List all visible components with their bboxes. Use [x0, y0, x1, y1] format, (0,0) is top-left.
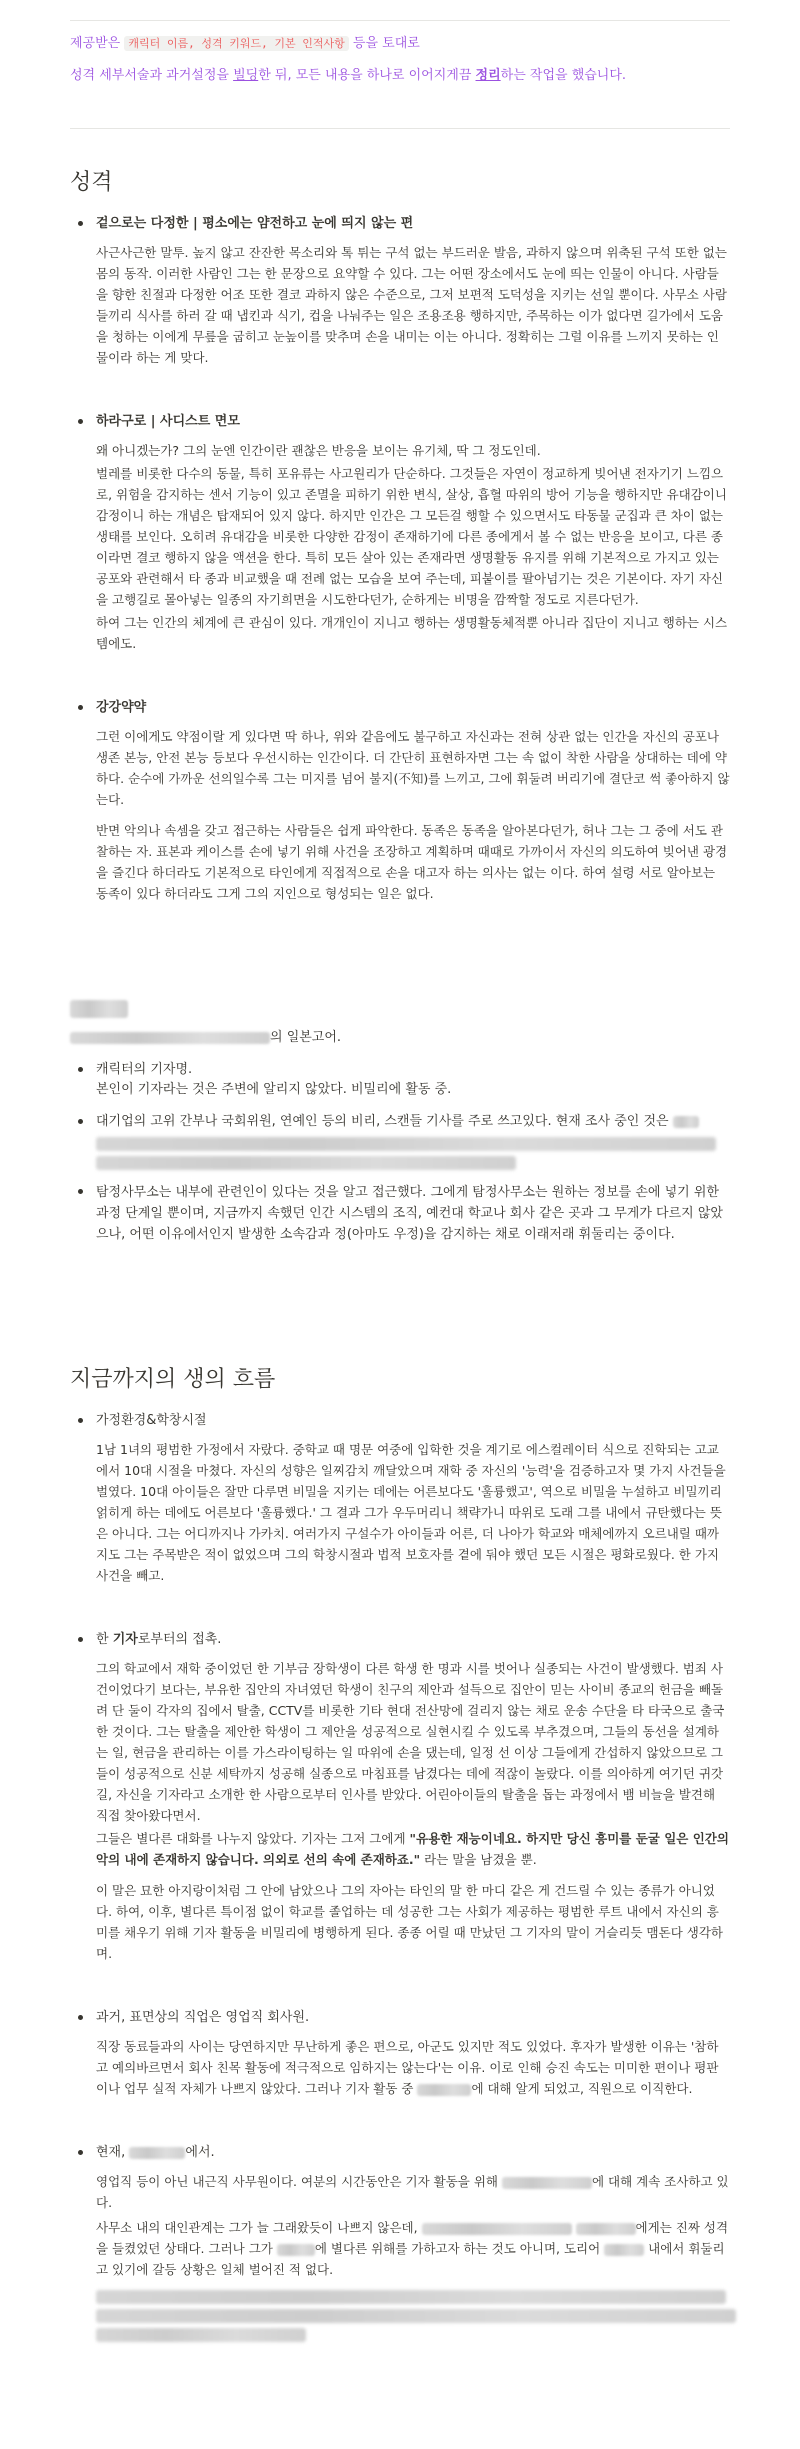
trait-paragraph: 그런 이에게도 약점이랄 게 있다면 딱 하나, 위와 같음에도 불구하고 자신과는 전혀 상관 없는 인간을 자신의 공포나 생존 본능, 안전 본능 등보다 우선시하는 인간이다. 더 간단히 표현하자면 그는 속 없이 착한 사람을 상대하는 데에 약하다. 순수에 가까운 선의일수록 그는 미지를 넘어 불지(不知)를 느끼고, 그에 휘둘려 버리기에 결단코 썩 좋아하지 않는다. [96, 729, 730, 807]
history-section [70, 1362, 730, 2352]
trait-title: 겉으로는 다정한 | 평소에는 얌전하고 눈에 띄지 않는 편 [70, 214, 730, 234]
history-item-title: 한 기자로부터의 접촉. [70, 1630, 730, 1650]
history-paragraph: 그들은 별다른 대화를 나누지 않았다. 기자는 그저 그에게 "유용한 재능이네요. 하지만 당신 흥미를 둔굴 일은 인간의 악의 내에 존재하지 않습니다. 의외로 선의 속에 존재하죠." 라는 말을 남겼을 뿐. [96, 1831, 729, 1867]
intro-line-2: 성격 세부서술과 과거설정을 빌딩한 뒤, 모든 내용을 하나로 이어지게끔 정리하는 작업을 했습니다. [70, 68, 627, 83]
history-paragraph: 영업직 등이 아닌 내근직 사무원이다. 여분의 시간동안은 기자 활동을 위해 에 대해 계속 조사하고 있다. [96, 2174, 729, 2210]
personality-section [70, 165, 730, 914]
history-paragraph: 직장 동료들과의 사이는 당연하지만 무난하게 좋은 편으로, 아군도 있지만 적도 있었다. 후자가 발생한 이유는 '참하고 예의바르면서 회사 친목 활동에 적극적으로 임하지는 않는다'는 이유. 이로 인해 승진 속도는 미미한 편이나 평판이나 업무 실적 자체가 나쁘지 않았다. 그러나 기자 활동 중 에 대해 알게 되었고, 직원으로 이직한다. [96, 2039, 719, 2096]
section-heading: 성격 [70, 170, 113, 195]
redacted-heading [70, 1000, 730, 1018]
intro-line-1: 제공받은 캐릭터 이름, 성격 키워드, 기본 인적사항 등을 토대로 [70, 36, 420, 51]
trait-title: 강강약약 [70, 698, 730, 718]
inline-code: 캐릭터 이름, 성격 키워드, 기본 인적사항 [124, 36, 348, 51]
history-paragraph: 그의 학교에서 재학 중이었던 한 기부금 장학생이 다른 학생 한 명과 시를 벗어나 실종되는 사건이 발생했다. 범죄 사건이었다기 보다는, 부유한 집안의 자녀였던 학생이 친구의 제안과 설득으로 집안이 믿는 사이비 종교의 헌금을 빼돌려 단 둘이 각자의 집에서 탈출, CCTV를 비롯한 기타 현대 전산망에 걸리지 않는 채로 운송 수단을 타 타국으로 출국한 것이다. 그는 탈출을 제안한 학생이 그 제안을 성공적으로 실현시킬 수 있도록 부추겼으며, 그들의 동선을 설계하는 일, 현금을 관리하는 이를 가스라이팅하는 일 따위에 손을 댔는데, 일정 선 이상 그들에게 간섭하지 않았으므로 그들이 성공적으로 신분 세탁까지 성공해 실종으로 마침표를 남겼다는 데에 적잖이 놀랐다. 이를 의아하게 여기던 귀갓길, 자신을 기자라고 소개한 한 사람으로부터 인사를 받았다. 어린아이들의 탈출을 돕는 과정에서 뱀 비늘을 발견해 직접 찾아왔다면서. [96, 1661, 725, 1823]
trait-title: 하라구로 | 사디스트 면모 [70, 412, 730, 432]
trait-paragraph: 벌레를 비롯한 다수의 동물, 특히 포유류는 사고원리가 단순하다. 그것들은 자연이 정교하게 빚어낸 전자기기 느낌으로, 위험을 감지하는 센서 기능이 있고 존멸을 피하기 위한 변식, 살상, 흡혈 따위의 방어 기능을 행하지만 유대감이니 감정이니 하는 개념은 탑재되어 있지 않다. 하지만 인간은 그 모든걸 행할 수 있으면서도 타동물 군집과 큰 차이 없는 생태를 보인다. 오히려 유대감을 비롯한 다양한 감정이 존재하기에 다른 종에게서 볼 수 없는 반응을 보이고, 다른 종이라면 결코 행하지 않을 액션을 한다. 특히 모든 살아 있는 존재라면 생명활동 유지를 위해 기본적으로 가지고 있는 공포와 관련해서 타 종과 비교했을 때 전례 없는 모습을 보여 주는데, 피붙이를 팔아넘기는 것은 기본이다. 자기 자신을 고행길로 몰아넣는 일종의 자기희면을 시도한다던가, 순하게는 비명을 깜짝할 정도로 지른다던가. [96, 466, 727, 607]
divider [70, 20, 730, 21]
profile-subtitle: 의 일본고어. [70, 1028, 730, 1048]
trait-paragraph: 왜 아니겠는가? 그의 눈엔 인간이란 괜찮은 반응을 보이는 유기체, 딱 그 정도인데. [96, 443, 541, 458]
profile-item: 탐정사무소는 내부에 관련인이 있다는 것을 알고 접근했다. 그에게 탐정사무소는 원하는 정보를 손에 넣기 위한 과정 단계일 뿐이며, 지금까지 속했던 인간 시스템의 조직, 예컨대 학교나 회사 같은 곳과 그 무게가 다르지 않았으나, 어떤 이유에서인지 발생한 소속감과 정(아마도 우정)을 감지하는 채로 이래저래 휘둘리는 중이다. [70, 1182, 730, 1245]
profile-item: 캐릭터의 기자명. 본인이 기자라는 것은 주변에 알리지 않았다. 비밀리에 활동 중. [70, 1060, 730, 1100]
trait-paragraph: 하여 그는 인간의 체계에 큰 관심이 있다. 개개인이 지니고 행하는 생명활동체적뿐 아니라 집단이 지니고 행하는 시스템에도. [96, 615, 728, 651]
history-paragraph: 1남 1녀의 평범한 가정에서 자랐다. 중학교 때 명문 여중에 입학한 것을 계기로 에스컬레이터 식으로 진학되는 고교에서 10대 시절을 마쳤다. 자신의 성향은 일찌감치 깨달았으며 재학 중 자신의 '능력'을 검증하고자 몇 가지 사건들을 벌였다. 10대 아이들은 잘만 다루면 비밀을 지키는 데에는 어른보다도 '훌륭했고', 역으로 비밀을 누설하고 비밀끼리 얽히게 하는 데에도 어른보다 '훌륭했다.' 그 결과 그가 우두머리니 책략가니 따위로 도래 그를 내에서 규탄했다는 뜻은 아니다. 그는 어디까지나 가카치. 여러가지 구설수가 아이들과 어른, 더 나아가 학교와 매체에까지 오르내릴 때까지도 그는 주목받은 적이 없었으며 그의 학창시절과 법적 보호자를 곁에 둬야 했던 모든 시절은 평화로웠다. 한 가지 사건을 빼고. [96, 1442, 726, 1583]
divider [70, 128, 730, 129]
history-paragraph: 사무소 내의 대인관계는 그가 늘 그래왔듯이 나쁘지 않은데, 에게는 진짜 성격을 들켰었던 상태다. 그러나 그가 에 별다른 위해를 가하고자 하는 것도 아니며, 도리어 내에서 휘둘리고 있기에 갈등 상황은 일체 벌어진 적 없다. [96, 2220, 729, 2277]
profile-section [70, 1000, 730, 1253]
redacted-paragraph [70, 2290, 730, 2342]
trait-paragraph: 반면 악의나 속셈을 갖고 접근하는 사람들은 쉽게 파악한다. 동족은 동족을 알아본다던가, 허나 그는 그 중에 서도 관찰하는 자. 표본과 케이스를 손에 넣기 위해 사건을 조장하고 계획하며 때때로 가까이서 자신의 의도하여 빚어낸 광경을 즐긴다 하더라도 기본적으로 타인에게 직접적으로 손을 대고자 하는 의사는 없는 이다. 하여 설령 서로 알아보는 동족이 있다 하더라도 그게 그의 지인으로 형성되는 일은 없다. [96, 823, 728, 901]
history-paragraph: 이 말은 묘한 아지랑이처럼 그 안에 남았으나 그의 자아는 타인의 말 한 마디 같은 게 건드릴 수 있는 종류가 아니었다. 하여, 이후, 별다른 특이점 없이 학교를 졸업하는 데 성공한 그는 사회가 제공하는 평범한 루트 내에서 자신의 흥미를 채우기 위해 기자 활동을 비밀리에 병행하게 된다. 종종 어릴 때 만났던 그 기자의 말이 거슬리듯 맴돈다 생각하며. [96, 1883, 723, 1961]
intro-block [70, 34, 730, 98]
profile-item: 대기업의 고위 간부나 국회위원, 연예인 등의 비리, 스캔들 기사를 주로 쓰고있다. 현재 조사 중인 것은 [70, 1112, 730, 1170]
trait-paragraph: 사근사근한 말투. 높지 않고 잔잔한 목소리와 톡 튀는 구석 없는 부드러운 발음, 과하지 않으며 위축된 구석 또한 없는 몸의 동작. 이러한 사람인 그는 한 문장으로 요약할 수 있다. 그는 어떤 장소에서도 눈에 띄는 인물이 아니다. 사람들을 향한 친절과 다정한 어조 또한 결코 과하지 않은 수준으로, 그저 보편적 도덕성을 지키는 선일 뿐이다. 사무소 사람들끼리 식사를 하러 갈 때 냅킨과 식기, 컵을 나눠주는 일은 조용조용 행하지만, 주목하는 이가 없다면 길가에서 도움을 청하는 이에게 무릎을 굽히고 눈높이를 맞추며 손을 내미는 이는 아니다. 정확히는 그럴 이유를 느끼지 못하는 인물이라 하는 게 맞다. [96, 245, 727, 365]
section-heading: 지금까지의 생의 흐름 [70, 1367, 276, 1392]
history-item-title: 현재, 에서. [70, 2143, 730, 2163]
history-item-title: 가정환경&학창시절 [70, 1411, 730, 1431]
history-item-title: 과거, 표면상의 직업은 영업직 회사원. [70, 2008, 730, 2028]
